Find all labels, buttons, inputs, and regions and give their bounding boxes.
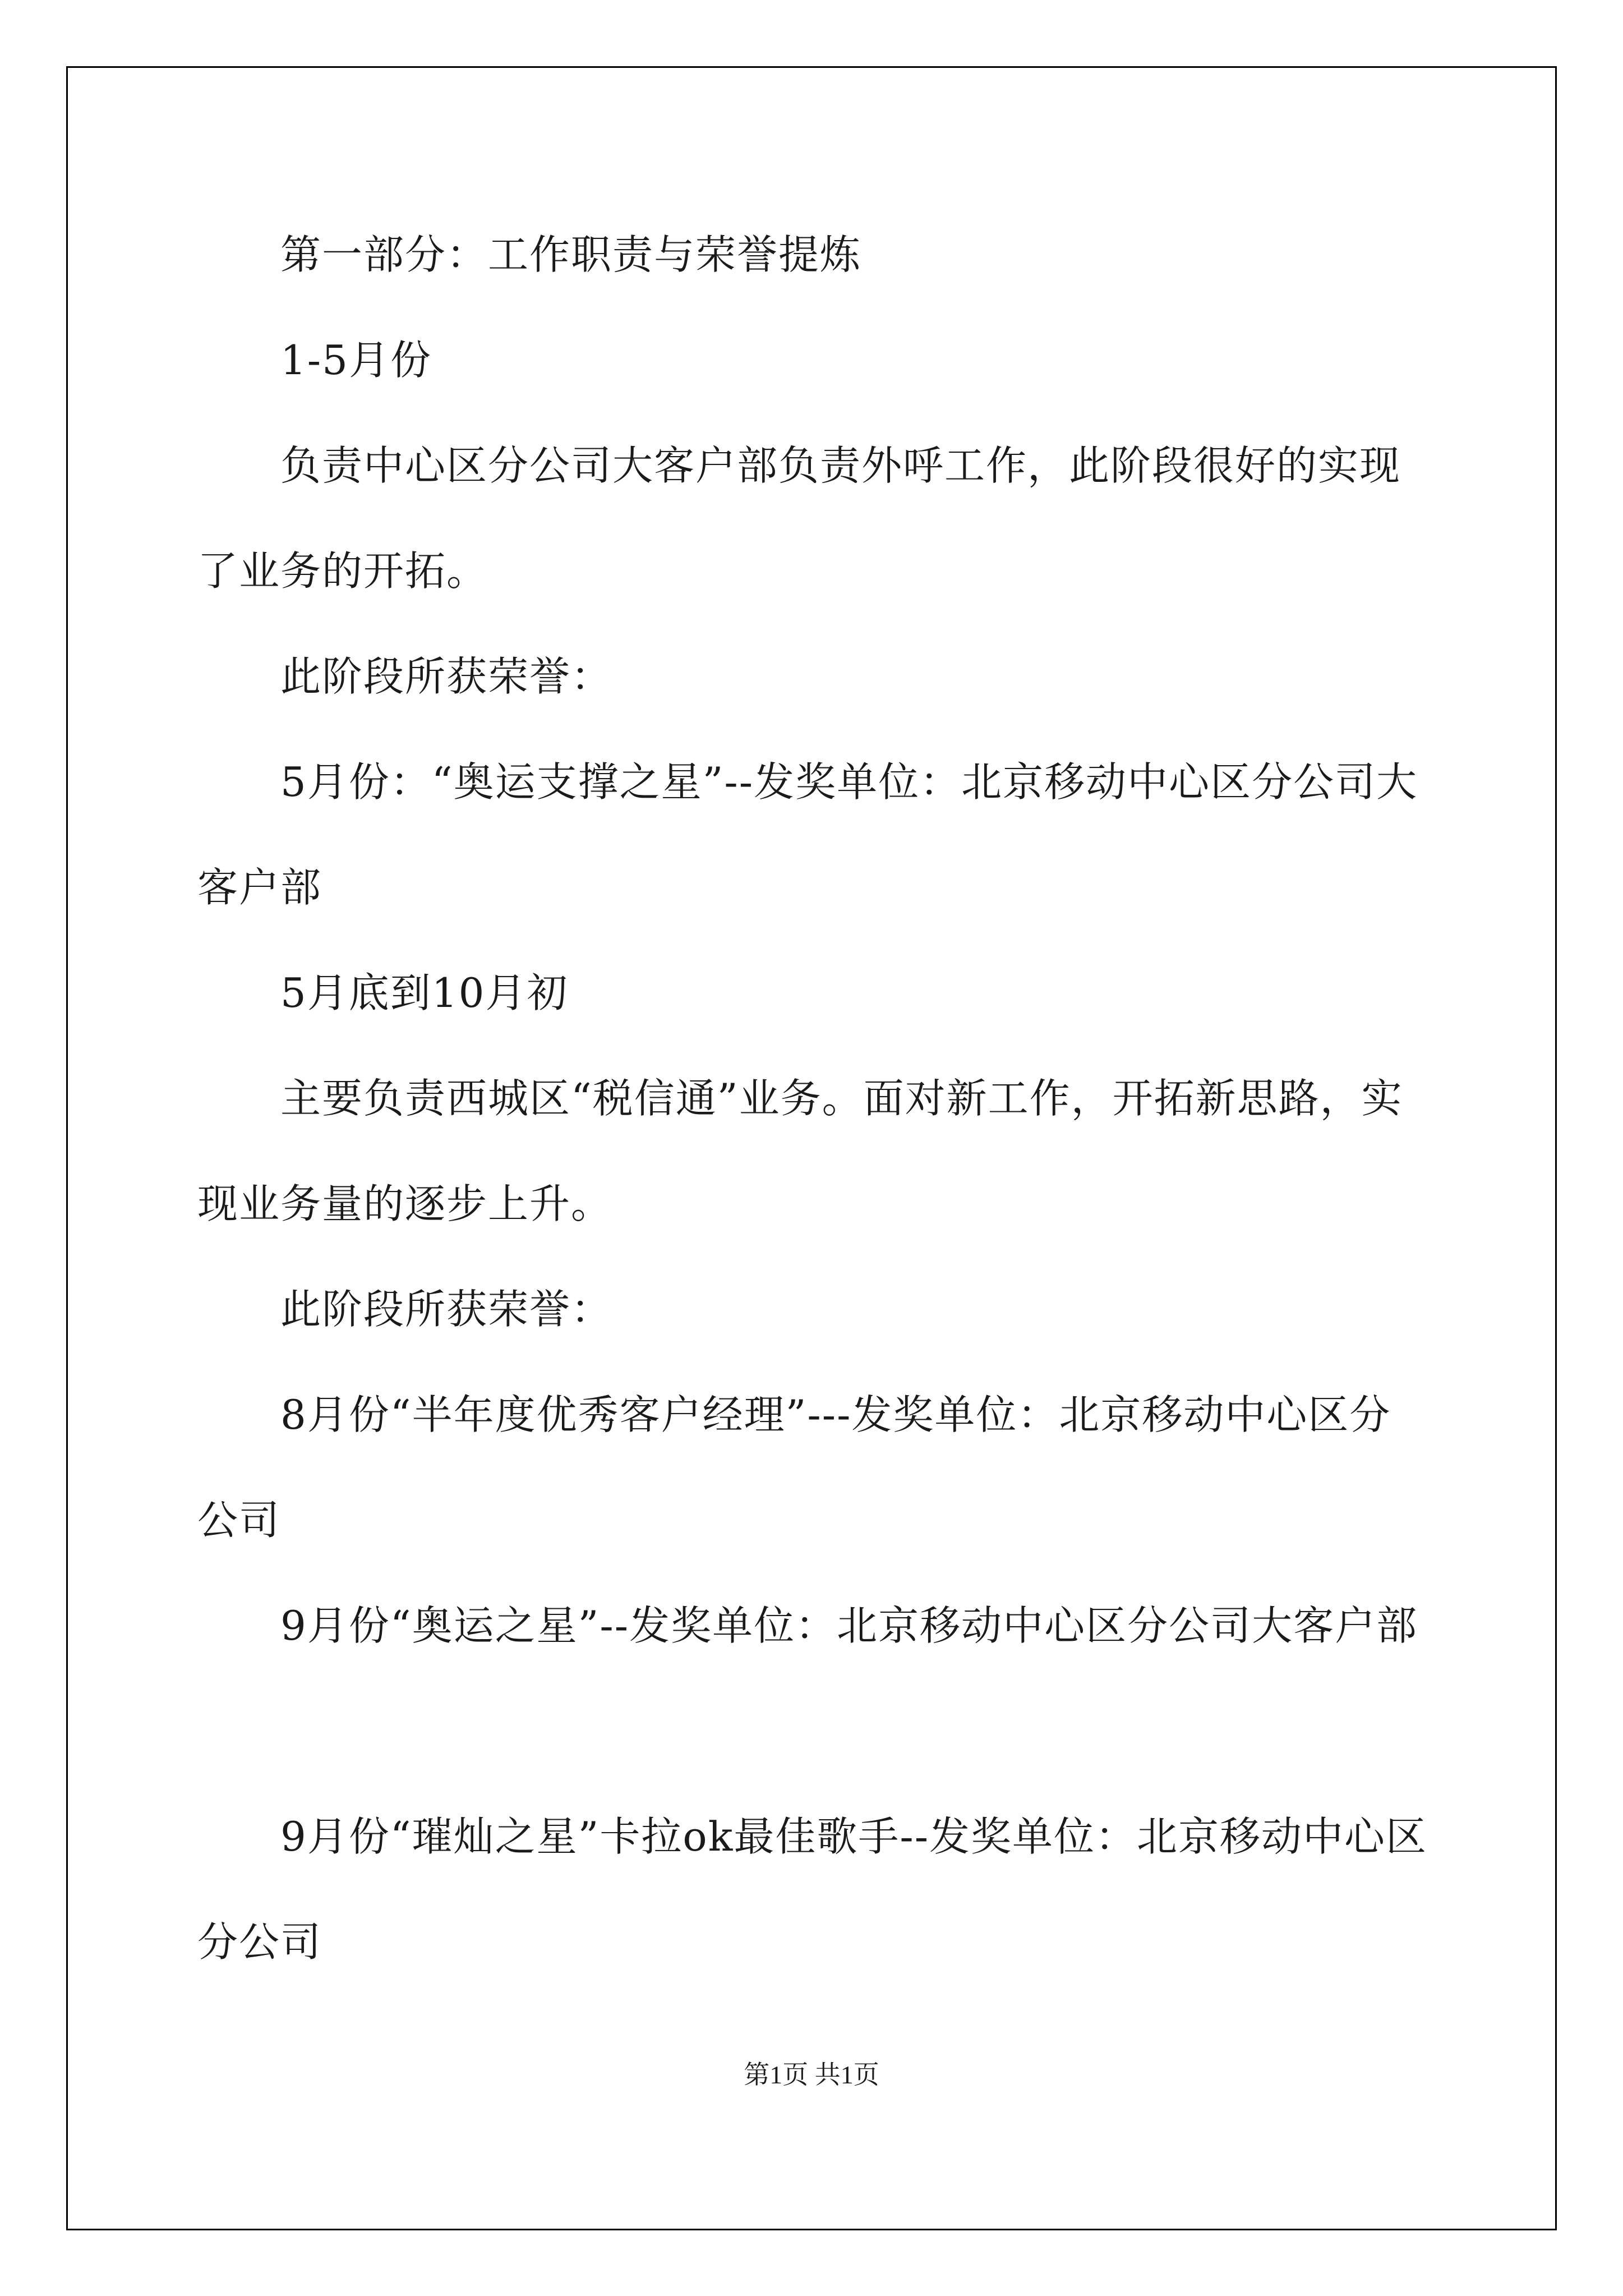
honor-item: 9月份“奥运之星”--发奖单位：北京移动中心区分公司大客户部: [280, 1602, 1418, 1649]
paragraph: 主要负责西城区“税信通”业务。面对新工作，开拓新思路，实现业务量的逐步上升。: [197, 1075, 1403, 1227]
period-heading: 5月底到10月初: [280, 969, 569, 1016]
section-heading: 第一部分：工作职责与荣誉提炼: [280, 231, 862, 278]
honor-item: 8月份“半年度优秀客户经理”---发奖单位：北京移动中心区分公司: [197, 1391, 1391, 1544]
page-footer: 第1页 共1页: [744, 2060, 879, 2089]
honor-item: 5月份：“奥运支撑之星”--发奖单位：北京移动中心区分公司大客户部: [197, 758, 1418, 911]
honor-item: 9月份“璀灿之星”卡拉ok最佳歌手--发奖单位：北京移动中心区分公司: [197, 1813, 1428, 1966]
paragraph: 负责中心区分公司大客户部负责外呼工作，此阶段很好的实现了业务的开拓。: [197, 442, 1401, 595]
honors-heading: 此阶段所获荣誉：: [280, 1286, 613, 1333]
period-heading: 1-5月份: [280, 337, 432, 384]
honors-heading: 此阶段所获荣誉：: [280, 653, 613, 700]
